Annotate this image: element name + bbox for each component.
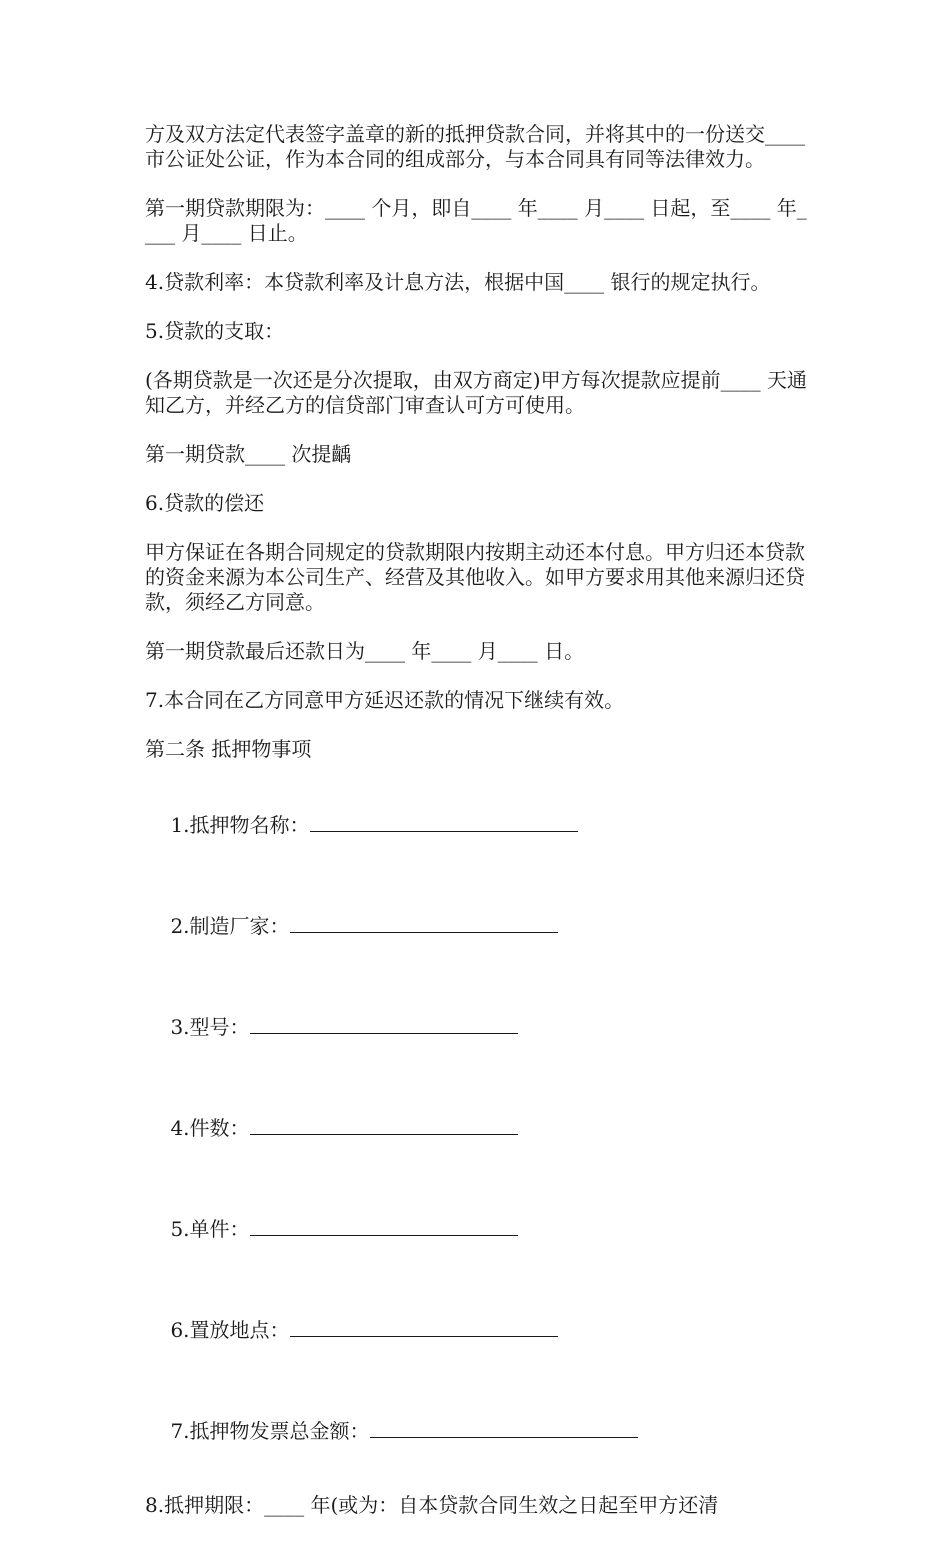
paragraph-withdrawal-terms: (各期贷款是一次还是分次提取，由双方商定)甲方每次提款应提前____ 天通知乙方，并经乙方的信贷部门审查认可方可使用。 [145, 368, 807, 417]
document-body [145, 122, 810, 1542]
field-unit [145, 1190, 810, 1267]
blank-line [310, 811, 578, 832]
field-model [145, 988, 810, 1065]
paragraph-continuation: 方及双方法定代表签字盖章的新的抵押贷款合同，并将其中的一份送交____ 市公证处公证，作为本合同的组成部分，与本合同具有同等法律效力。 [145, 122, 812, 171]
blank-line [370, 1417, 638, 1438]
field-location [145, 1291, 810, 1368]
paragraph-final-repayment-date: 第一期贷款最后还款日为____ 年____ 月____ 日。 [145, 639, 585, 663]
field-manufacturer [145, 887, 810, 964]
paragraph-repayment-terms: 甲方保证在各期合同规定的贷款期限内按期主动还本付息。甲方归还本贷款的资金来源为本公司生产、经营及其他收入。如甲方要求用其他来源归还贷款，须经乙方同意。 [145, 540, 805, 614]
blank-line [290, 912, 558, 933]
heading-loan-withdrawal: 5.贷款的支取： [145, 319, 285, 343]
blank-line [290, 1316, 558, 1337]
paragraph-withdrawal-count: 第一期贷款____ 次提齲 [145, 442, 352, 466]
field-invoice-total [145, 1392, 810, 1469]
field-label: 1.抵押物名称： [170, 813, 310, 837]
paragraph-interest-rate: 4.贷款利率：本贷款利率及计息方法，根据中国____ 银行的规定执行。 [145, 270, 771, 294]
field-label: 3.型号： [170, 1015, 250, 1039]
blank-line [250, 1114, 518, 1135]
field-label: 4.件数： [170, 1116, 250, 1140]
field-label: 7.抵押物发票总金额： [170, 1419, 370, 1443]
paragraph-loan-term: 第一期贷款期限为：____ 个月，即自____ 年____ 月____ 日起，至____ 年____ 月____ 日止。 [145, 196, 807, 245]
field-label: 5.单件： [170, 1217, 250, 1241]
blank-line [250, 1013, 518, 1034]
section-heading-collateral: 第二条 抵押物事项 [145, 737, 312, 761]
field-label: 2.制造厂家： [170, 914, 290, 938]
field-label: 6.置放地点： [170, 1318, 290, 1342]
paragraph-contract-validity: 7.本合同在乙方同意甲方延迟还款的情况下继续有效。 [145, 688, 625, 712]
paragraph-collateral-term: 8.抵押期限：____ 年(或为：自本贷款合同生效之日起至甲方还清 [145, 1493, 719, 1517]
heading-loan-repayment: 6.贷款的偿还 [145, 491, 265, 515]
field-collateral-name [145, 786, 810, 863]
field-quantity [145, 1089, 810, 1166]
blank-line [250, 1215, 518, 1236]
